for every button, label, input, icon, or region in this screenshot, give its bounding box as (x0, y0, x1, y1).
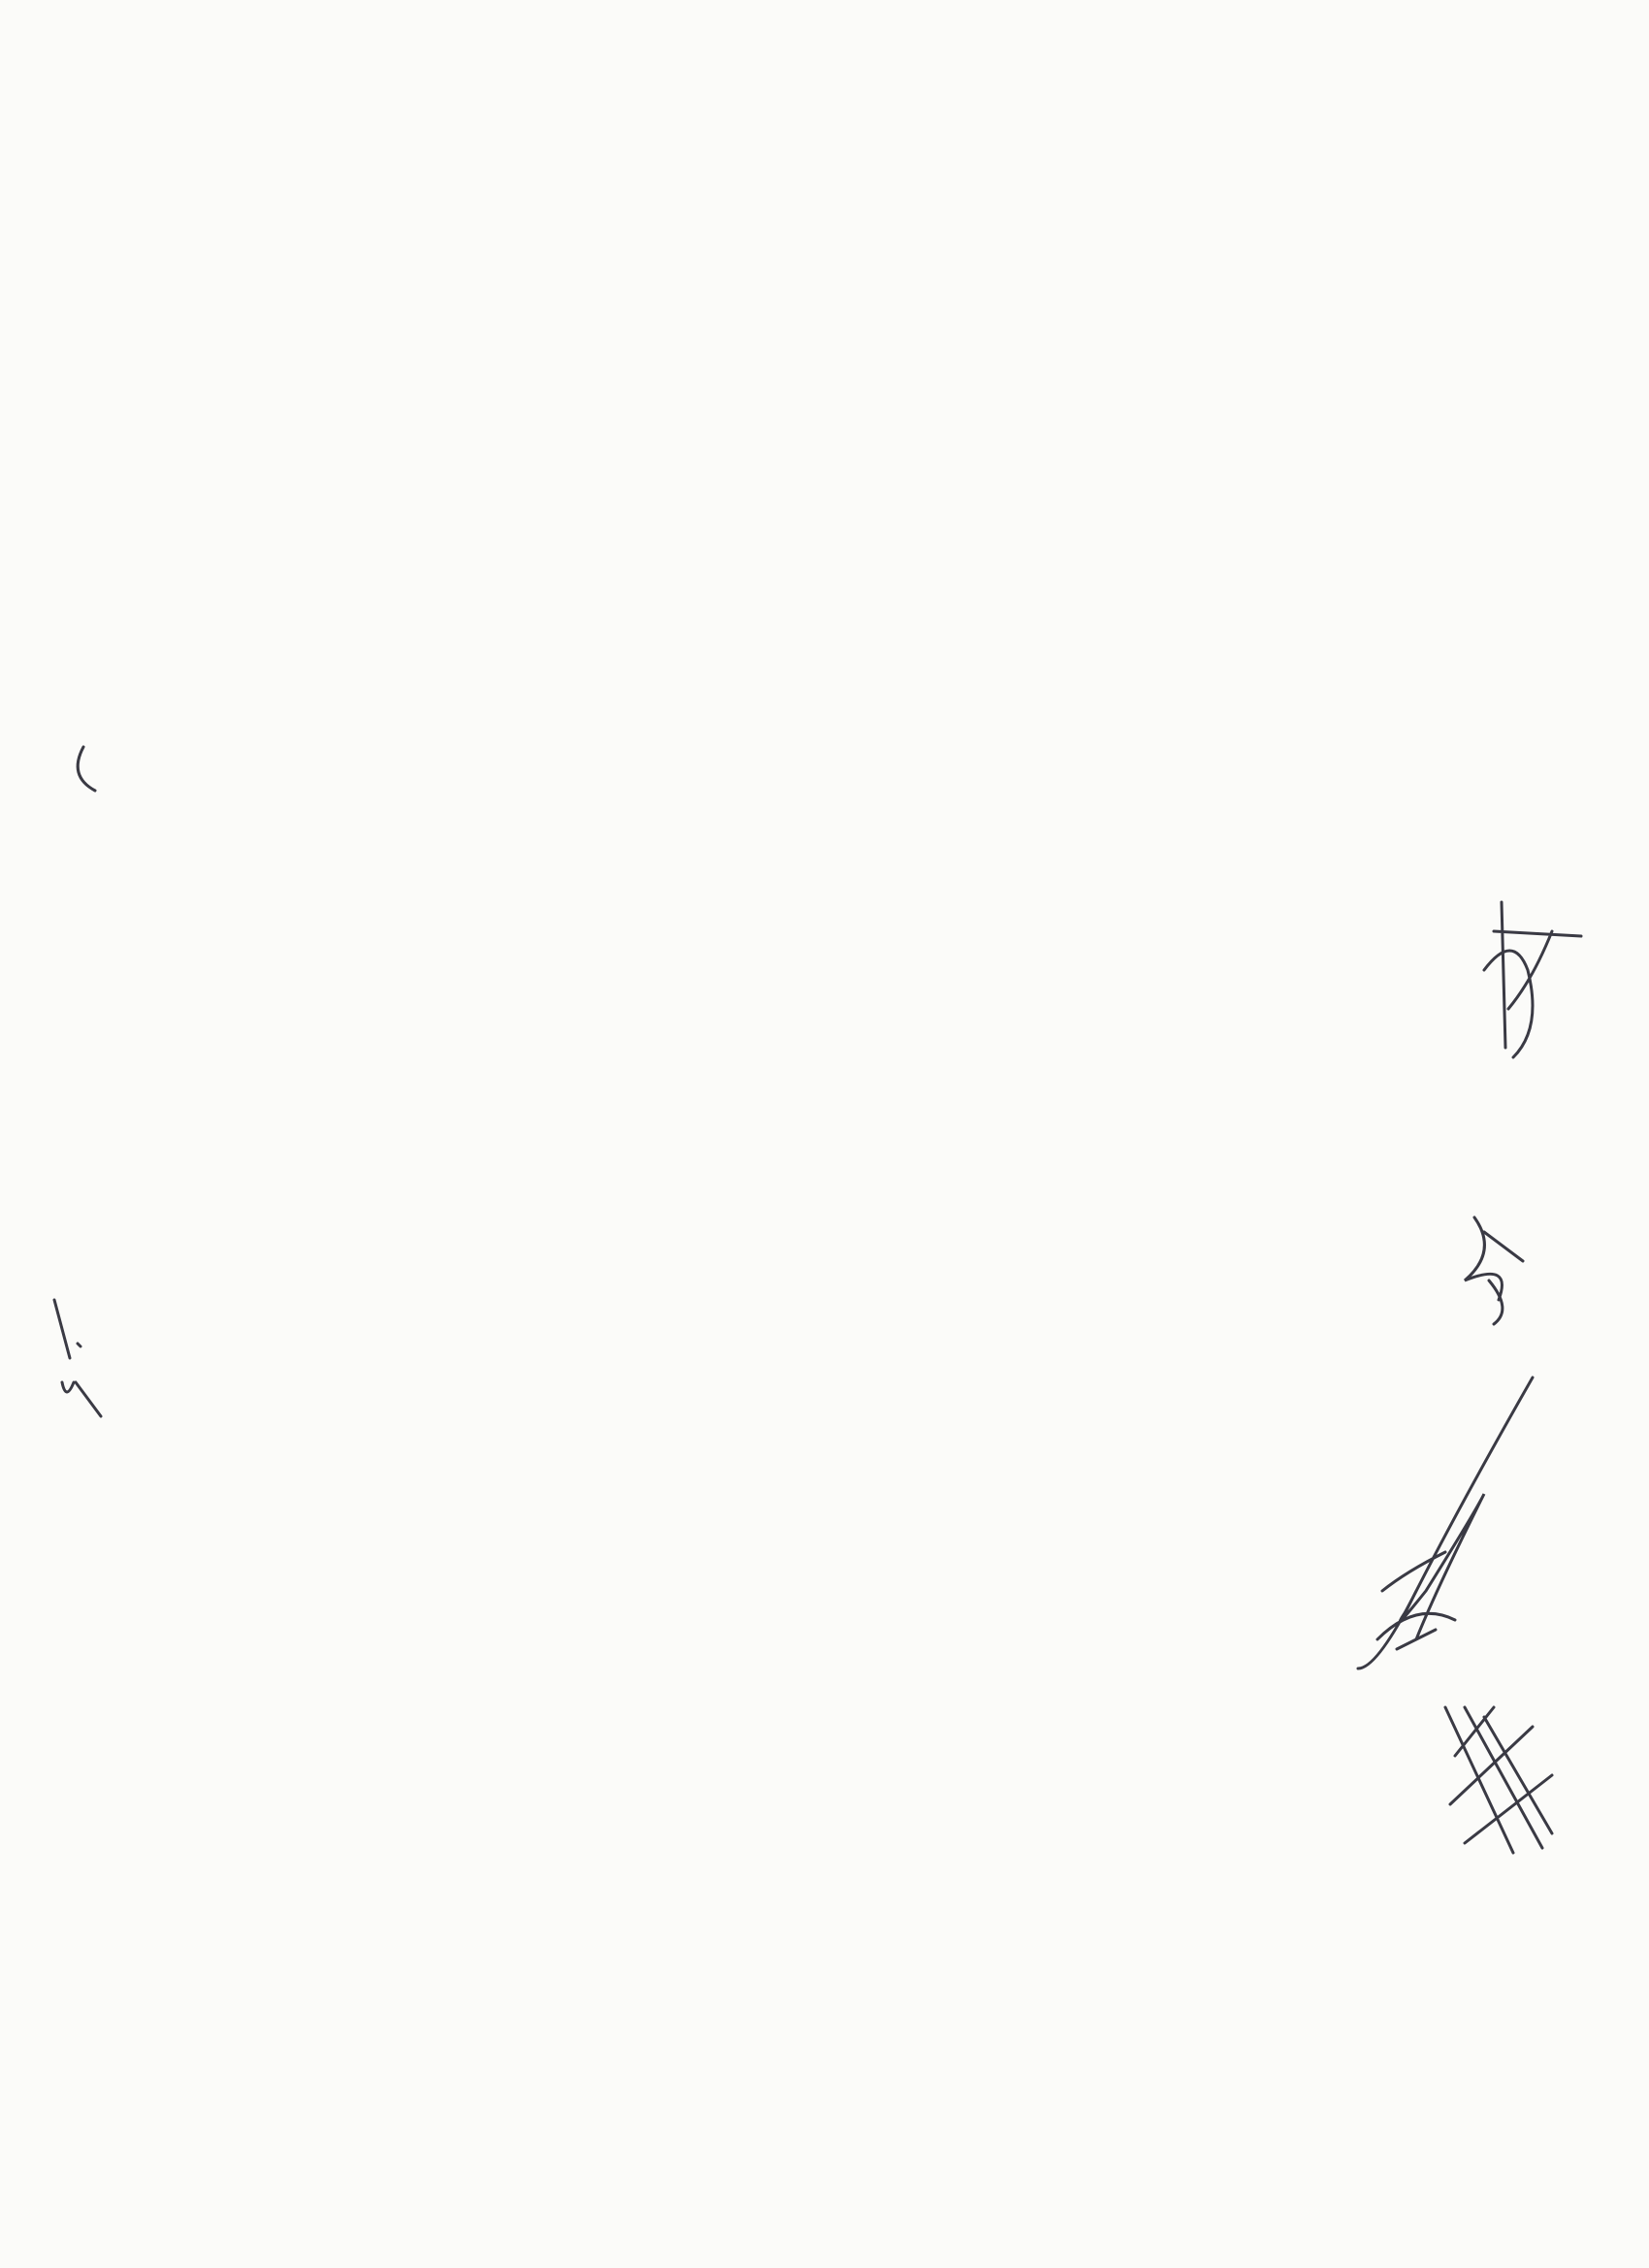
margin-bracket-mark (78, 747, 95, 791)
hatch-mark (1445, 1707, 1552, 1853)
left-margin-mark-2 (62, 1382, 101, 1416)
initials-mark-2 (1465, 1217, 1523, 1324)
left-margin-mark-1 (54, 1300, 81, 1358)
initials-mark-1 (1484, 902, 1581, 1057)
signature-mark (1358, 1377, 1533, 1669)
